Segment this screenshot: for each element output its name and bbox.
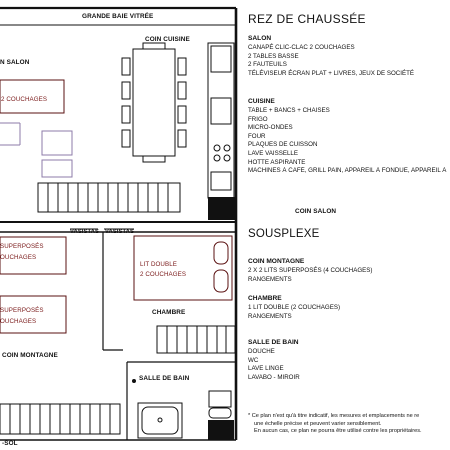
legend-montagne-list bbox=[248, 267, 372, 284]
legend-cuisine-list bbox=[248, 107, 450, 176]
label-salon: N SALON bbox=[0, 59, 30, 66]
note-line: * Ce plan n'est qu'à titre indicatif, les mesures et emplacements ne re bbox=[248, 413, 420, 419]
legend-item: DOUCHE bbox=[248, 348, 275, 355]
label-coin-cuisine: COIN CUISINE bbox=[145, 36, 190, 43]
staircase-lower bbox=[0, 404, 120, 434]
fridge bbox=[211, 46, 231, 72]
legend-chambre-list bbox=[248, 304, 340, 321]
staircase-upper bbox=[38, 183, 180, 212]
legend-item: PLAQUES DE CUISSON bbox=[248, 141, 318, 149]
stool bbox=[122, 58, 130, 75]
legend-item: RANGEMENTS bbox=[248, 275, 292, 283]
oven bbox=[211, 172, 231, 190]
legend-item: LAVE LINGE bbox=[248, 365, 284, 373]
label-coin-salon: COIN SALON bbox=[295, 208, 337, 215]
legend-montagne-heading: COIN MONTAGNE bbox=[248, 258, 305, 265]
sink bbox=[211, 98, 231, 124]
legend-sdb-heading: SALLE DE BAIN bbox=[248, 339, 299, 346]
disclaimer-note bbox=[248, 413, 450, 436]
legend-sdb-list bbox=[248, 348, 300, 382]
label-bunk-2-line1: SUPERPOSÉS bbox=[0, 307, 44, 314]
stool bbox=[122, 82, 130, 99]
toilet bbox=[209, 391, 231, 418]
legend-item: FRIGO bbox=[248, 115, 268, 123]
legend-item: LAVABO - MIROIR bbox=[248, 373, 300, 381]
stool bbox=[178, 58, 186, 75]
legend-item: WC bbox=[248, 356, 259, 364]
bench-end bbox=[143, 156, 165, 162]
legend-item: HOTTE ASPIRANTE bbox=[248, 158, 306, 166]
legend-item: 2 X 2 LITS SUPERPOSÉS (4 COUCHAGES) bbox=[248, 267, 373, 274]
label-coin-montagne: COIN MONTAGNE bbox=[2, 352, 58, 359]
stair-block-upper bbox=[208, 197, 236, 220]
cooktop-burner bbox=[214, 155, 220, 161]
legend-item: 1 LIT DOUBLE (2 COUCHAGES) bbox=[248, 304, 341, 311]
legend-item: LAVE VAISSELLE bbox=[248, 149, 298, 157]
note-line: une échelle précise et peuvent varier sensiblement. bbox=[254, 420, 382, 427]
shower bbox=[138, 403, 182, 438]
label-bunk-2-line2: OUCHAGES bbox=[0, 318, 37, 325]
label-bunk-1-line2: OUCHAGES bbox=[0, 254, 37, 261]
label-sous-sol: -SOL bbox=[2, 440, 18, 447]
cooktop-burner bbox=[224, 145, 230, 151]
legend-chambre-heading: CHAMBRE bbox=[248, 295, 282, 302]
stool bbox=[122, 106, 130, 123]
legend-item: TABLE + BANCS + CHAISES bbox=[248, 107, 330, 114]
cooktop-burner bbox=[224, 155, 230, 161]
note-line: En aucun cas, ce plan ne pourra être utilisé contre les propriétaires. bbox=[254, 428, 422, 435]
label-baie-vitree: GRANDE BAIE VITRÉE bbox=[82, 13, 154, 20]
wardrobe bbox=[157, 326, 235, 353]
bench-end bbox=[143, 43, 165, 49]
label-double-bed-line2: 2 COUCHAGES bbox=[140, 271, 187, 278]
stool bbox=[122, 130, 130, 147]
armchair bbox=[42, 160, 72, 177]
label-vasistas-1: VASISTAS bbox=[70, 229, 99, 235]
legend-item: MACHINES À CAFÉ, GRILL PAIN, APPAREIL À FONDUE, APPAREIL À bbox=[248, 167, 447, 175]
stair-block-lower bbox=[208, 420, 234, 440]
label-bunk-1-line1: SUPERPOSÉS bbox=[0, 243, 44, 250]
legend-cuisine-heading: CUISINE bbox=[248, 98, 275, 105]
legend-item: 2 FAUTEUILS bbox=[248, 61, 287, 69]
legend-item: TÉLÉVISEUR ÉCRAN PLAT + LIVRES, JEUX DE SOCIÉTÉ bbox=[248, 69, 415, 77]
label-double-bed-line1: LIT DOUBLE bbox=[140, 261, 177, 268]
kitchen-table bbox=[133, 49, 175, 156]
legend-item: MICRO-ONDES bbox=[248, 124, 293, 132]
stool bbox=[178, 106, 186, 123]
label-chambre: CHAMBRE bbox=[152, 309, 186, 316]
cooktop-burner bbox=[214, 145, 220, 151]
stool bbox=[178, 130, 186, 147]
legend-rdc-title: REZ DE CHAUSSÉE bbox=[248, 12, 366, 26]
pillow bbox=[214, 270, 228, 292]
legend-item: FOUR bbox=[248, 132, 266, 140]
label-vasistas-2: VASISTAS bbox=[105, 229, 134, 235]
pillow bbox=[214, 242, 228, 264]
legend-sousplexe-title: SOUSPLEXE bbox=[248, 228, 320, 240]
legend-salon-list bbox=[248, 44, 414, 78]
label-salle-de-bain: SALLE DE BAIN bbox=[139, 375, 190, 382]
legend-item: RANGEMENTS bbox=[248, 312, 292, 320]
armchair bbox=[42, 131, 72, 155]
legend-item: CANAPÉ CLIC-CLAC 2 COUCHAGES bbox=[248, 44, 355, 51]
bathroom-door-marker bbox=[132, 379, 136, 383]
stool bbox=[178, 82, 186, 99]
bunk-bed-2 bbox=[0, 296, 66, 333]
legend-salon-heading: SALON bbox=[248, 35, 272, 42]
label-sofa-couchages: 2 COUCHAGES bbox=[1, 96, 48, 103]
legend-item: 2 TABLES BASSE bbox=[248, 52, 299, 60]
